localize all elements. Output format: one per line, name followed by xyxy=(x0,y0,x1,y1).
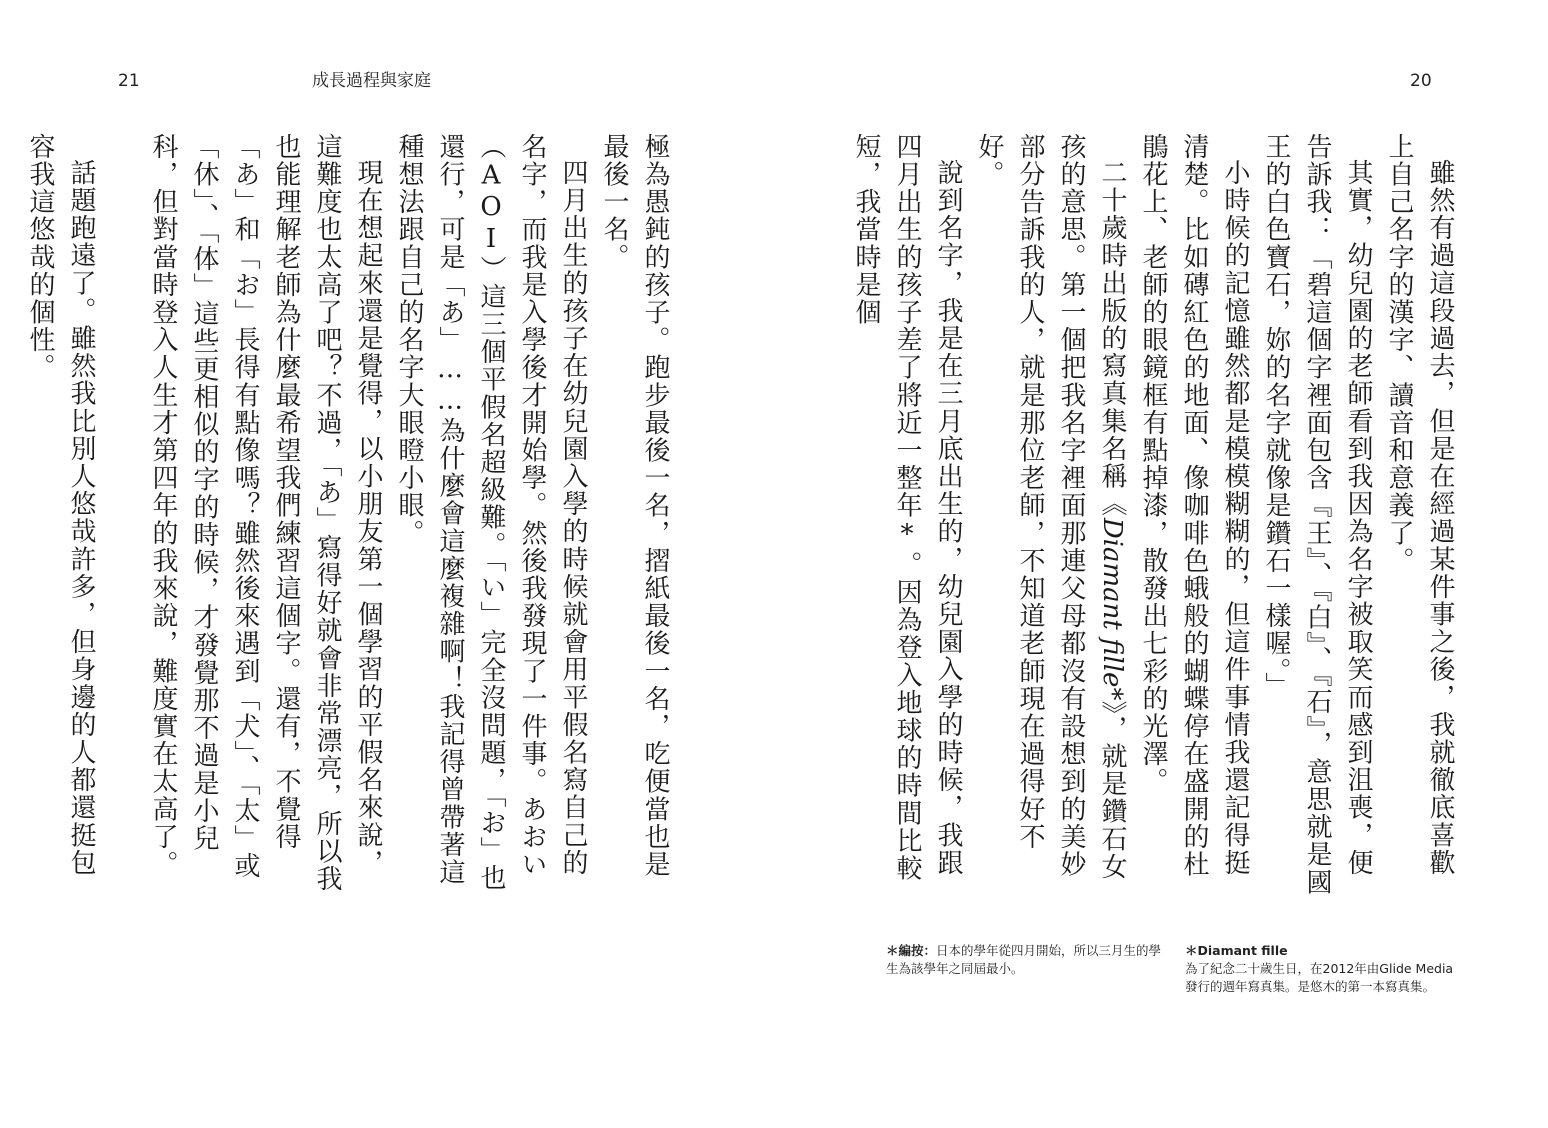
paragraph: 其實，幼兒園的老師看到我因為名字被取笑而感到沮喪，便告訴我：「碧這個字裡面包含『王』、『白』、『石』，意思就是國王的白色寶石，妳的名字就像是鑽石一樣喔。」 xyxy=(1261,133,1373,896)
paragraph: 現在想起來還是覺得，以小朋友第一個學習的平假名來說，這難度也太高了吧？不過，「あ」寫得好就會非常漂亮，所以我也能理解老師為什麼最希望我們練習這個字。還有，不覺得「あ」和「お」長得有點像嗎？雖然後來遇到「犬」、「太」或「休」、「体」這些更相似的字的時候，才發覺那不過是小兒科，但對當時登入人生才第四年的我來說，難度實在太高了。 xyxy=(148,133,383,893)
paragraph: 話題跑遠了。雖然我比別人悠哉許多，但身邊的人都還挺包容我這悠哉的個性。 xyxy=(25,133,96,877)
left-page-number: 21 xyxy=(118,71,140,91)
paragraph-text: 》，就是鑽石女孩的意思。第一個把我名字裡面那連父母都沒有設想到的美妙部分告訴我的人，就是那位老師，不知道老師現在過得好不好。 xyxy=(974,133,1127,881)
book-title: Diamant fille* xyxy=(1097,517,1127,701)
paragraph: 四月出生的孩子在幼兒園入學的時候就會用平假名寫自己的名字，而我是入學後才開始學。然後我發現了一件事。あおい（AOI）這三個平假名超級難。「い」完全沒問題，「お」也還行，可是「あ」……為什麼會這麼複雜啊！我記得曾帶著這種想法跟自己的名字大眼瞪小眼。 xyxy=(394,133,588,892)
paragraph: 雖然有過這段過去，但是在經過某件事之後，我就徹底喜歡上自己名字的漢字、讀音和意義了。 xyxy=(1384,133,1455,877)
footnote-label: ＊編按： xyxy=(886,943,937,958)
chapter-title: 成長過程與家庭 xyxy=(312,71,431,91)
paragraph: 極為愚鈍的孩子。跑步最後一名，摺紙最後一名，吃便當也是最後一名。 xyxy=(599,133,670,879)
footnote-label: ＊Diamant fille xyxy=(1185,943,1288,958)
footnote-editor xyxy=(886,942,1162,978)
footnote-diamant xyxy=(1185,942,1455,996)
right-page-body xyxy=(851,133,1460,903)
paragraph-text: 二十歲時出版的寫真集名稱《 xyxy=(1097,159,1127,518)
footnote-text: 日本的學年從四月開始，所以三月生的學生為該學年之同屆最小。 xyxy=(886,943,1162,976)
right-page-number: 20 xyxy=(1410,71,1432,91)
footnote-text: 為了紀念二十歲生日，在2012年由Glide Media發行的週年寫真集。是悠木的第一本寫真集。 xyxy=(1185,961,1454,994)
paragraph xyxy=(968,133,1132,903)
paragraph: 說到名字，我是在三月底出生的，幼兒園入學的時候，我跟四月出生的孩子差了將近一整年*。因為登入地球的時間比較短，我當時是個 xyxy=(851,133,963,883)
left-page-body xyxy=(25,133,675,903)
paragraph: 小時候的記憶雖然都是模模糊糊的，但這件事情我還記得挺清楚。比如磚紅色的地面、像咖啡色蛾般的蝴蝶停在盛開的杜鵑花上、老師的眼鏡框有點掉漆，散發出七彩的光澤。 xyxy=(1138,133,1250,879)
